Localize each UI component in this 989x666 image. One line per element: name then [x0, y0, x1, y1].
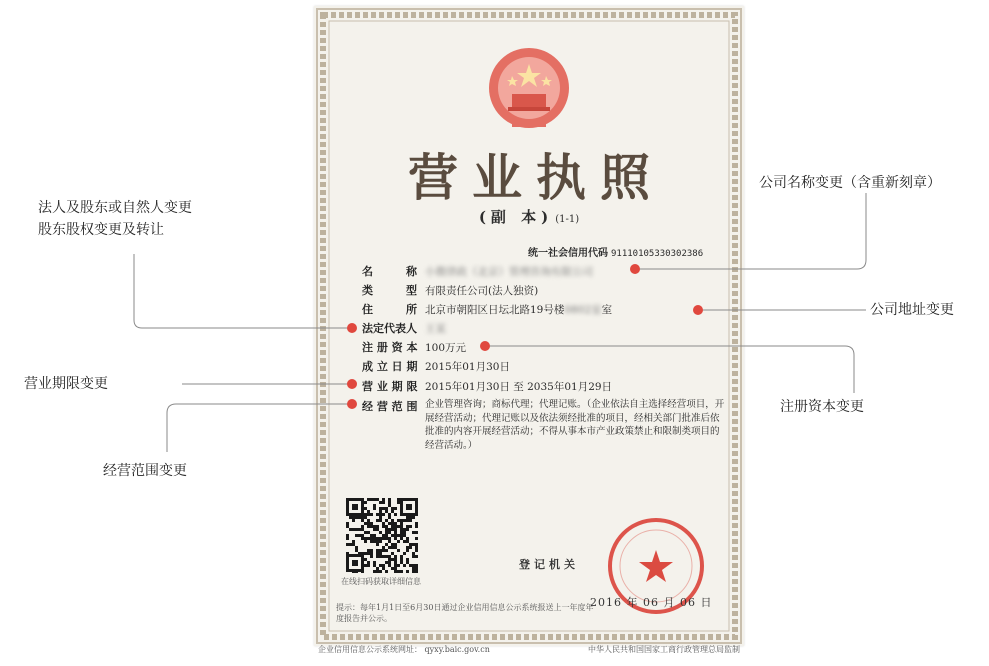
business-scope-value: 企业管理咨询；商标代理；代理记账。（企业依法自主选择经营项目，开展经营活动；代理记账以及依法须经批准的项目，经相关部门批准后依批准的内容开展经营活动；不得从事本市产业政策禁止和限制类项目的经营活动。）: [425, 399, 725, 451]
copy-label: (副 本): [478, 208, 554, 226]
license-subtitle: [314, 206, 744, 227]
field-label-legal-rep: 法定代表人: [362, 322, 417, 335]
company-type-value: 有限责任公司(法人独资): [425, 285, 539, 297]
credit-code-row: [528, 244, 703, 259]
license-title: 营业执照: [408, 148, 664, 207]
qr-code[interactable]: [344, 496, 420, 574]
address-text: 北京市朝阳区日坛北路19号楼: [425, 304, 565, 316]
copy-count: (1-1): [555, 214, 580, 225]
issue-date: 2016 年 06 月 06 日: [590, 596, 713, 609]
address-blurred: 0802室: [564, 304, 602, 316]
credit-code-value: 91110105330302386: [611, 249, 704, 259]
founded-date-value: 2015年01月30日: [425, 361, 510, 373]
note-legal-rep-change: 法人及股东或自然人变更: [38, 200, 192, 216]
national-emblem-icon: [482, 44, 576, 134]
field-label-name: 名 称: [362, 265, 417, 278]
business-term-value: 2015年01月30日 至 2035年01月29日: [425, 381, 613, 393]
qr-caption: 在线扫码获取详细信息: [341, 577, 421, 586]
field-label-capital: 注 册 资 本: [362, 341, 418, 354]
legal-rep-value: [425, 321, 446, 336]
note-scope-change: 经营范围变更: [103, 463, 187, 479]
note-name-change: 公司名称变更（含重新刻章）: [759, 175, 941, 191]
field-label-term: 营 业 期 限: [362, 380, 418, 393]
address-end: 室: [601, 304, 613, 316]
note-capital-change: 注册资本变更: [780, 399, 864, 415]
legal-rep-blurred: 王某: [425, 323, 446, 335]
issuer-footer: 中华人民共和国国家工商行政管理总局监制: [588, 645, 740, 654]
company-name-value: [425, 264, 593, 279]
note-equity-transfer: 股东股权变更及转让: [38, 222, 164, 238]
note-term-change: 营业期限变更: [24, 376, 108, 392]
credit-code-label: 统一社会信用代码: [528, 248, 608, 259]
business-license-certificate: [314, 6, 744, 646]
field-label-address: 住 所: [362, 303, 417, 316]
note-address-change: 公司地址变更: [870, 302, 954, 318]
field-label-founded: 成 立 日 期: [362, 360, 418, 373]
credit-system-website: 企业信用信息公示系统网址： qyxy.baic.gov.cn: [318, 645, 490, 654]
annual-report-notice: 提示：每年1月1日至6月30日通过企业信用信息公示系统报送上一年度年度报告并公示。: [336, 603, 594, 623]
company-address-value: [425, 302, 612, 317]
registration-authority: 登记机关: [519, 558, 579, 571]
company-name-blurred: 小微律政（北京）管理咨询有限公司: [425, 266, 593, 278]
field-label-type: 类 型: [362, 284, 417, 297]
registered-capital-value: 100万元: [425, 342, 467, 354]
field-label-scope: 经 营 范 围: [362, 400, 418, 413]
